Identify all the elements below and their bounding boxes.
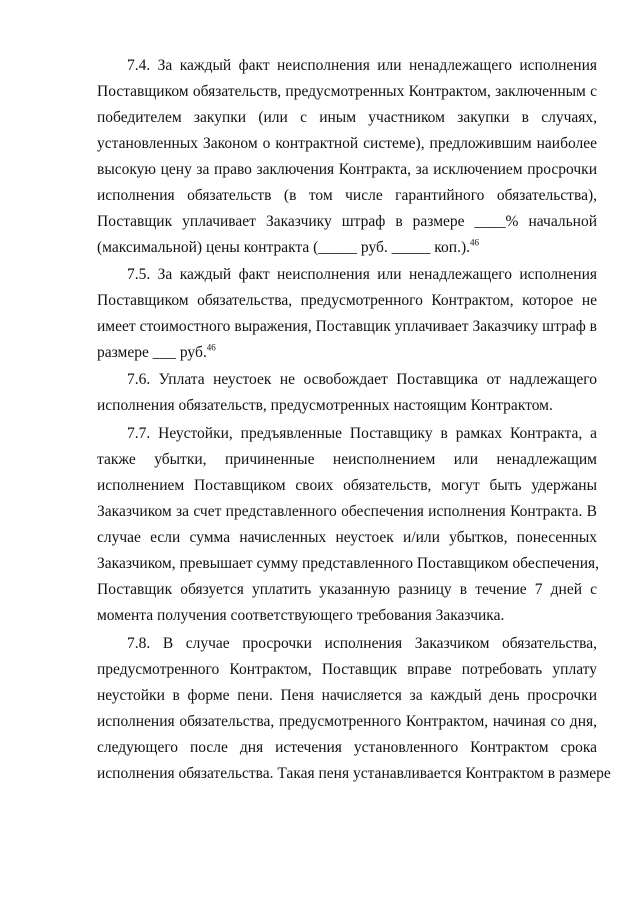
text-line: 7.8. В случае просрочки исполнения Заказчиком обязательства,	[127, 635, 597, 652]
text-line: размере ___ руб.	[97, 344, 207, 361]
text-line: неустойки в форме пени. Пеня начисляется за каждый день просрочки	[97, 687, 597, 704]
text-line: Поставщик обязуется уплатить указанную разницу в течение 7 дней с	[97, 581, 597, 598]
text-line: имеет стоимостного выражения, Поставщик уплачивает Заказчику штраф в	[97, 318, 597, 335]
text-line-last	[97, 343, 216, 363]
text-line-last	[97, 238, 479, 258]
footnote-ref: 46	[206, 342, 216, 353]
text-line: случае если сумма начисленных неустоек и/или убытков, понесенных	[97, 529, 597, 546]
text-line: исполнения обязательств, предусмотренных настоящим Контрактом.	[97, 397, 553, 414]
text-line: Поставщиком обязательств, предусмотренных Контрактом, заключенным с	[97, 83, 597, 100]
text-line: также убытки, причиненные неисполнением или ненадлежащим	[97, 451, 597, 468]
text-line: Заказчиком, превышает сумму представленного Поставщиком обеспечения,	[97, 555, 600, 572]
footnote-ref: 46	[469, 237, 479, 248]
text-line: 7.5. За каждый факт неисполнения или ненадлежащего исполнения	[127, 266, 597, 283]
text-line: (максимальной) цены контракта (_____ руб. _____ коп.).	[97, 239, 470, 256]
text-line: Поставщиком обязательства, предусмотренного Контрактом, которое не	[97, 292, 597, 309]
text-line: 7.7. Неустойки, предъявленные Поставщику в рамках Контракта, а	[127, 425, 597, 442]
text-line: исполнения обязательства. Такая пеня устанавливается Контрактом в размере	[97, 765, 611, 782]
text-line: высокую цену за право заключения Контракта, за исключением просрочки	[97, 161, 597, 178]
text-line: установленных Законом о контрактной системе), предложившим наиболее	[97, 135, 597, 152]
text-line: исполнения обязательств (в том числе гарантийного обязательства),	[97, 187, 597, 204]
text-line: победителем закупки (или с иным участником закупки в случаях,	[97, 109, 597, 126]
text-line: исполнения обязательства, предусмотренного Контрактом, начиная со дня,	[97, 713, 597, 730]
text-line: 7.4. За каждый факт неисполнения или ненадлежащего исполнения	[127, 57, 597, 74]
text-line: Заказчиком за счет представленного обеспечения исполнения Контракта. В	[97, 503, 597, 520]
text-line: исполнением Поставщиком своих обязательств, могут быть удержаны	[97, 477, 597, 494]
text-line: следующего после дня истечения установленного Контрактом срока	[97, 739, 597, 756]
text-line: момента получения соответствующего требования Заказчика.	[97, 607, 505, 624]
text-line: 7.6. Уплата неустоек не освобождает Поставщика от надлежащего	[127, 371, 597, 388]
text-line: Поставщик уплачивает Заказчику штраф в размере ____% начальной	[97, 213, 597, 230]
text-line: предусмотренного Контрактом, Поставщик вправе потребовать уплату	[97, 661, 597, 678]
